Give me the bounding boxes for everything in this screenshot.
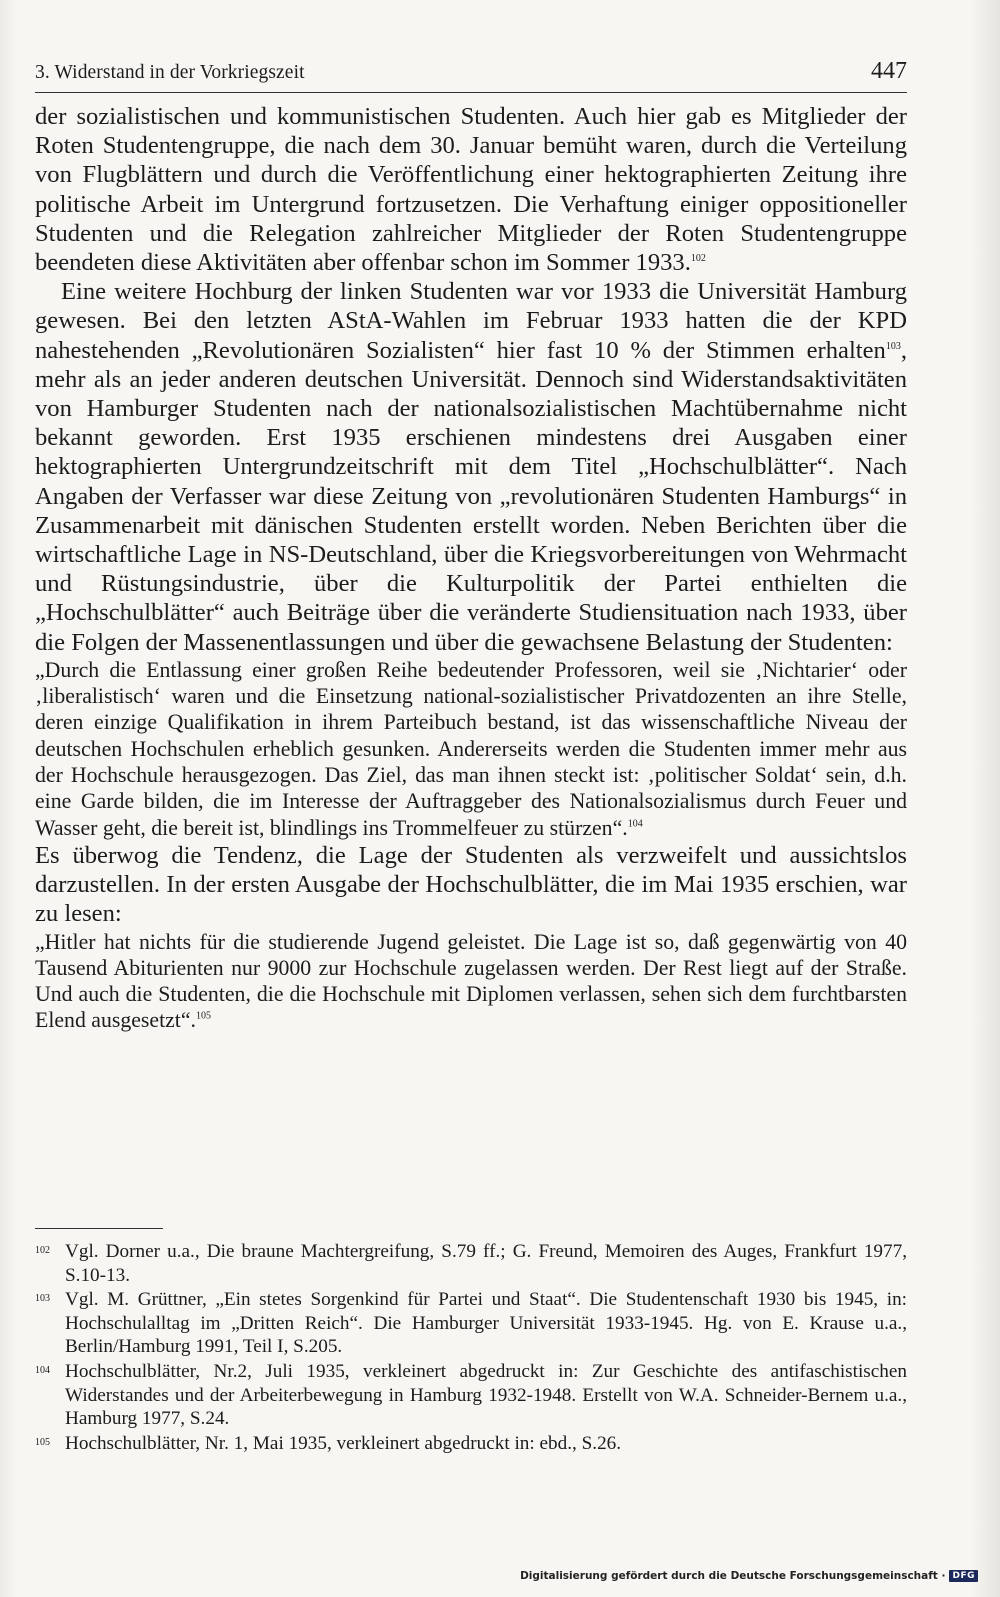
footnote-number: 103 bbox=[35, 1293, 50, 1305]
paragraph-3 bbox=[35, 841, 907, 929]
paragraph-text: der sozialistischen und kommunistischen Studenten. Auch hier gab es Mitglieder der Roten Studentengruppe, die nach dem 30. Januar bemüht waren, durch die Verteilung von Flugblättern und durch die Veröffentlichung einer hektographierten Zeitung ihre politische Arbeit im Untergrund fortzusetzen. Die Verhaftung einiger oppositioneller Studenten und die Relegation zahlreicher Mitglieder der Roten Studentengruppe beendeten diese Aktivitäten aber offenbar schon im Sommer 1933. bbox=[35, 103, 907, 277]
footnote-ref: 104 bbox=[627, 818, 643, 830]
block-quote-1 bbox=[35, 657, 907, 841]
footnote-number: 104 bbox=[35, 1364, 50, 1376]
footnote-ref: 103 bbox=[885, 340, 901, 352]
footnotes bbox=[35, 1240, 907, 1456]
footnote-104 bbox=[35, 1360, 907, 1431]
footnote-ref: 105 bbox=[196, 1011, 211, 1023]
footnote-text: Vgl. Dorner u.a., Die braune Machtergreifung, S.79 ff.; G. Freund, Memoiren des Auges, Frankfurt 1977, S.10-13. bbox=[65, 1241, 907, 1286]
page-number: 447 bbox=[871, 58, 907, 84]
paragraph-text: , mehr als an jeder anderen deutschen Universität. Dennoch sind Widerstandsaktivitäten von Hamburger Studenten nach der nationalsozialistischen Machtübernahme nicht bekannt geworden. Erst 1935 erschienen mindestens drei Ausgaben einer hektographierten Untergrundzeitschrift mit dem Titel „Hochschulblätter“. Nach Angaben der Verfasser war diese Zeitung von „revolutionären Studenten Hamburgs“ in Zusammenarbeit mit dänischen Studenten erstellt worden. Neben Berichten über die wirtschaftliche Lage in NS-Deutschland, über die Kriegsvorbereitungen von Wehrmacht und Rüstungsindustrie, über die Kulturpolitik der Partei enthielten die „Hochschulblätter“ auch Beiträge über die veränderte Studiensituation nach 1933, über die Folgen der Massenentlassungen und über die gewachsene Belastung der Studenten: bbox=[35, 336, 907, 656]
footnote-number: 102 bbox=[35, 1245, 50, 1256]
paragraph-1 bbox=[35, 102, 907, 277]
quote-text: „Hitler hat nichts für die studierende Jugend geleistet. Die Lage ist so, daß gegenwärtig von 40 Tausend Abiturienten nur 9000 zur Hochschule zugelassen werden. Der Rest liegt auf der Straße. Und auch die Studenten, die die Hochschule mit Diplomen verlassen, sehen sich dem furchtbarsten Elend ausgesetzt“. bbox=[35, 929, 907, 1033]
footnote-102 bbox=[35, 1240, 907, 1287]
page-header bbox=[35, 60, 907, 93]
footnote-text: Hochschulblätter, Nr.2, Juli 1935, verkleinert abgedruckt in: Zur Geschichte des antifaschistischen Widerstandes und der Arbeiterbewegung in Hamburg 1932-1948. Erstellt von W.A. Schneider-Bernem u.a., Hamburg 1977, S.24. bbox=[65, 1360, 907, 1430]
paragraph-text: Eine weitere Hochburg der linken Studenten war vor 1933 die Universität Hamburg gewesen. Bei den letzten AStA-Wahlen im Februar 1933 hatten die der KPD nahestehenden „Revolutionären Sozialisten“ hier fast 10 % der Stimmen erhalten bbox=[35, 278, 907, 364]
footnote-divider bbox=[35, 1228, 163, 1229]
paragraph-text: Es überwog die Tendenz, die Lage der Studenten als verzweifelt und aussichtslos darzustellen. In der ersten Ausgabe der Hochschulblätter, die im Mai 1935 erschien, war zu lesen: bbox=[35, 841, 907, 928]
running-head: 3. Widerstand in der Vorkriegszeit bbox=[35, 62, 305, 83]
digitization-credit bbox=[520, 1570, 978, 1582]
footnote-text: Vgl. M. Grüttner, „Ein stetes Sorgenkind für Partei und Staat“. Die Studentenschaft 1930 bis 1945, in: Hochschulalltag im „Dritten Reich“. Die Hamburger Universität 1933-1945. Hg. von E. Krause u.a., Berlin/Hamburg 1991, Teil I, S.205. bbox=[65, 1289, 907, 1358]
main-text bbox=[35, 102, 907, 1034]
dfg-logo: DFG bbox=[949, 1570, 978, 1582]
footnote-103 bbox=[35, 1288, 907, 1359]
credit-text: Digitalisierung gefördert durch die Deutsche Forschungsgemeinschaft · bbox=[520, 1570, 946, 1582]
footnote-number: 105 bbox=[35, 1436, 50, 1448]
footnote-text: Hochschulblätter, Nr. 1, Mai 1935, verkleinert abgedruckt in: ebd., S.26. bbox=[65, 1432, 622, 1454]
footnote-ref: 102 bbox=[690, 252, 706, 264]
paragraph-2 bbox=[35, 277, 907, 657]
quote-text: „Durch die Entlassung einer großen Reihe bedeutender Professoren, weil sie ‚Nichtarier‘ oder ‚liberalistisch‘ waren und die Einsetzung national-sozialistischer Privatdozenten an ihre Stelle, deren einzige Qualifikation in ihrem Parteibuch bestand, ist das wissenschaftliche Niveau der deutschen Hochschulen erheblich gesunken. Andererseits werden die Studenten immer mehr aus der Hochschule herausgezogen. Das Ziel, das man ihnen steckt ist: ‚politischer Soldat‘ sein, d.h. eine Garde bilden, die im Interesse der Auftraggeber des Nationalsozialismus durch Feuer und Wasser geht, die bereit ist, blindlings ins Trommelfeuer zu stürzen“. bbox=[35, 657, 907, 840]
block-quote-2 bbox=[35, 929, 907, 1034]
footnote-105 bbox=[35, 1432, 907, 1456]
